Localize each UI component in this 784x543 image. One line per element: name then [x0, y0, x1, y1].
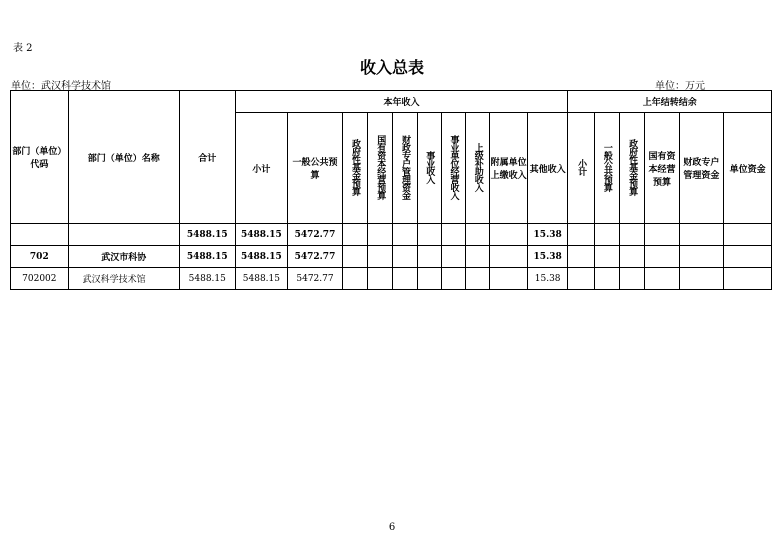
header-cur-business-income: 事业收入 — [417, 113, 441, 224]
header-prev-unit-funds: 单位资金 — [724, 113, 772, 224]
row-general-budget: 5472.77 — [288, 246, 343, 268]
header-cur-affiliated-turnover: 附属单位上缴收入 — [490, 113, 527, 224]
row-subtotal: 5488.15 — [235, 246, 288, 268]
table-row — [11, 268, 772, 290]
row-other-income: 15.38 — [527, 268, 568, 290]
row-code: 702002 — [11, 268, 69, 290]
row-total: 5488.15 — [179, 246, 235, 268]
header-cur-gov-fund: 政府性基金预算 — [342, 113, 367, 224]
row-name — [68, 224, 179, 246]
row-subtotal: 5488.15 — [235, 224, 288, 246]
header-cur-operation-income: 事业单位经营收入 — [441, 113, 465, 224]
header-prev-subtotal: 小计 — [568, 113, 594, 224]
page-number: 6 — [388, 522, 396, 533]
row-total: 5488.15 — [179, 268, 235, 290]
header-cur-special-account: 财政专户管理资金 — [393, 113, 417, 224]
row-name: 武汉科学技术馆 — [68, 268, 179, 290]
header-prev-year-carryover: 上年结转结余 — [568, 91, 772, 113]
page-title: 收入总表 — [359, 58, 424, 77]
header-prev-gov-fund: 政府性基金预算 — [620, 113, 645, 224]
header-total: 合计 — [179, 91, 235, 224]
header-cur-other-income: 其他收入 — [527, 113, 568, 224]
header-cur-superior-subsidy: 上级补助收入 — [466, 113, 490, 224]
income-summary-table — [10, 90, 772, 290]
table-label: 表 2 — [13, 43, 33, 54]
header-cur-state-capital: 国有资本经营预算 — [368, 113, 393, 224]
row-other-income: 15.38 — [527, 224, 568, 246]
row-code — [11, 224, 69, 246]
row-general-budget: 5472.77 — [288, 268, 343, 290]
row-name: 武汉市科协 — [68, 246, 179, 268]
row-general-budget: 5472.77 — [288, 224, 343, 246]
header-prev-state-capital: 国有资本经营预算 — [645, 113, 679, 224]
header-dept-code: 部门（单位）代码 — [11, 91, 69, 224]
table-row — [11, 246, 772, 268]
header-dept-name: 部门（单位）名称 — [68, 91, 179, 224]
unit-currency-label: 单位：万元 — [655, 81, 705, 92]
row-other-income: 15.38 — [527, 246, 568, 268]
header-cur-general-budget: 一般公共预算 — [288, 113, 343, 224]
header-current-year-income: 本年收入 — [235, 91, 568, 113]
row-subtotal: 5488.15 — [235, 268, 288, 290]
header-prev-general-budget: 一般公共预算 — [594, 113, 619, 224]
unit-org-label: 单位：武汉科学技术馆 — [11, 81, 111, 92]
row-total: 5488.15 — [179, 224, 235, 246]
table-row — [11, 224, 772, 246]
header-prev-special-account: 财政专户管理资金 — [679, 113, 724, 224]
row-code: 702 — [11, 246, 69, 268]
header-cur-subtotal: 小计 — [235, 113, 288, 224]
